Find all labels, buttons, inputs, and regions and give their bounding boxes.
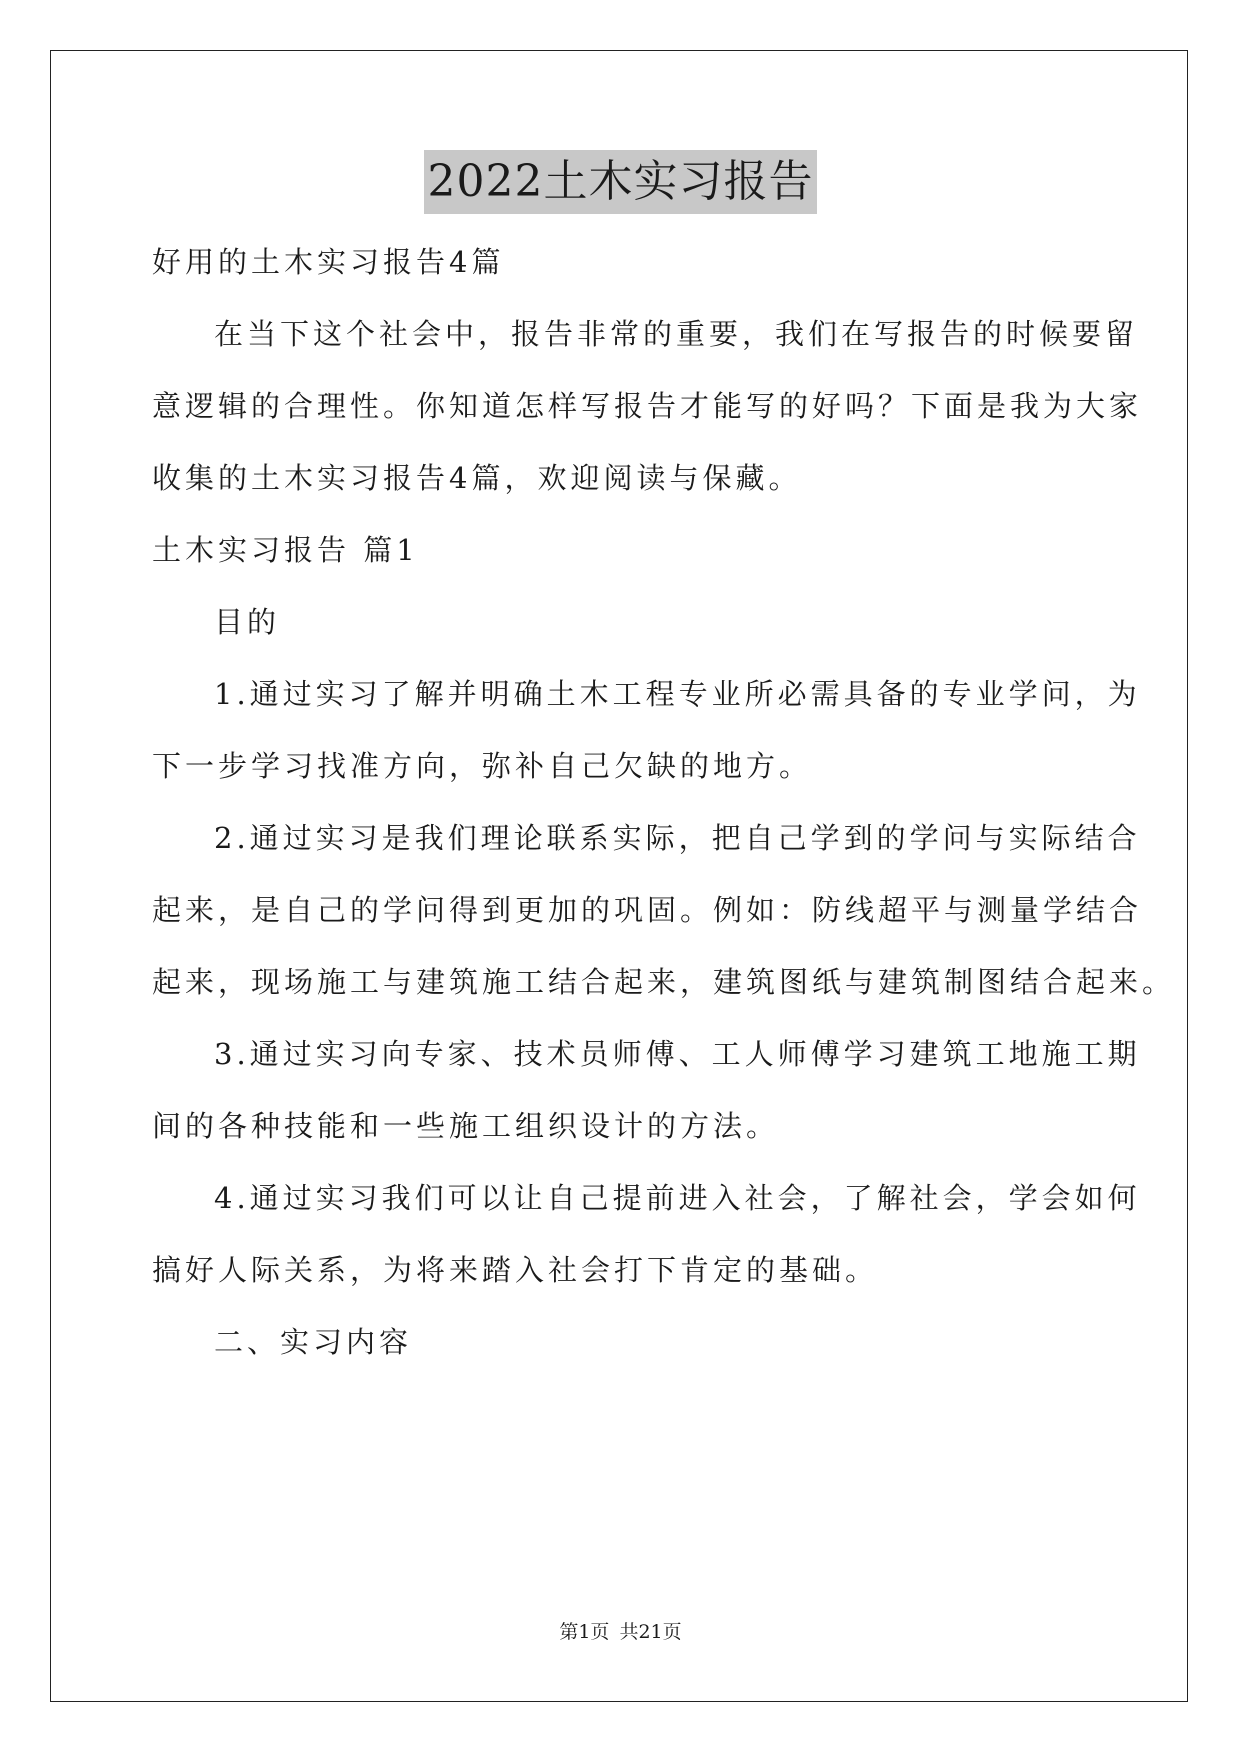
section-heading: 土木实习报告 篇1 [152, 533, 419, 567]
paragraph-line: 3.通过实习向专家、技术员师傅、工人师傅学习建筑工地施工期 [214, 1037, 1141, 1071]
paragraph-line: 4.通过实习我们可以让自己提前进入社会，了解社会，学会如何 [214, 1181, 1141, 1215]
subheading-line: 二、实习内容 [214, 1325, 413, 1359]
page-border [50, 50, 1188, 1702]
subtitle-line: 好用的土木实习报告4篇 [152, 245, 505, 279]
paragraph-line: 意逻辑的合理性。你知道怎样写报告才能写的好吗？下面是我为大家 [152, 389, 1143, 423]
paragraph-line: 搞好人际关系，为将来踏入社会打下肯定的基础。 [152, 1253, 879, 1287]
subheading-line: 目的 [214, 605, 281, 639]
page-footer [0, 1620, 1241, 1644]
paragraph-line: 起来，现场施工与建筑施工结合起来，建筑图纸与建筑制图结合起来。 [152, 965, 1176, 999]
paragraph-line: 1.通过实习了解并明确土木工程专业所必需具备的专业学问，为 [214, 677, 1141, 711]
title-container [0, 150, 1241, 214]
page-number: 第1页 [559, 1621, 610, 1643]
page-total: 共21页 [619, 1621, 682, 1643]
paragraph-line: 2.通过实习是我们理论联系实际，把自己学到的学问与实际结合 [214, 821, 1141, 855]
paragraph-line: 下一步学习找准方向，弥补自己欠缺的地方。 [152, 749, 813, 783]
paragraph-line: 在当下这个社会中，报告非常的重要，我们在写报告的时候要留 [214, 317, 1139, 351]
paragraph-line: 间的各种技能和一些施工组织设计的方法。 [152, 1109, 780, 1143]
paragraph-line: 收集的土木实习报告4篇，欢迎阅读与保藏。 [152, 461, 802, 495]
paragraph-line: 起来，是自己的学问得到更加的巩固。例如：防线超平与测量学结合 [152, 893, 1143, 927]
document-title: 2022土木实习报告 [424, 150, 818, 214]
